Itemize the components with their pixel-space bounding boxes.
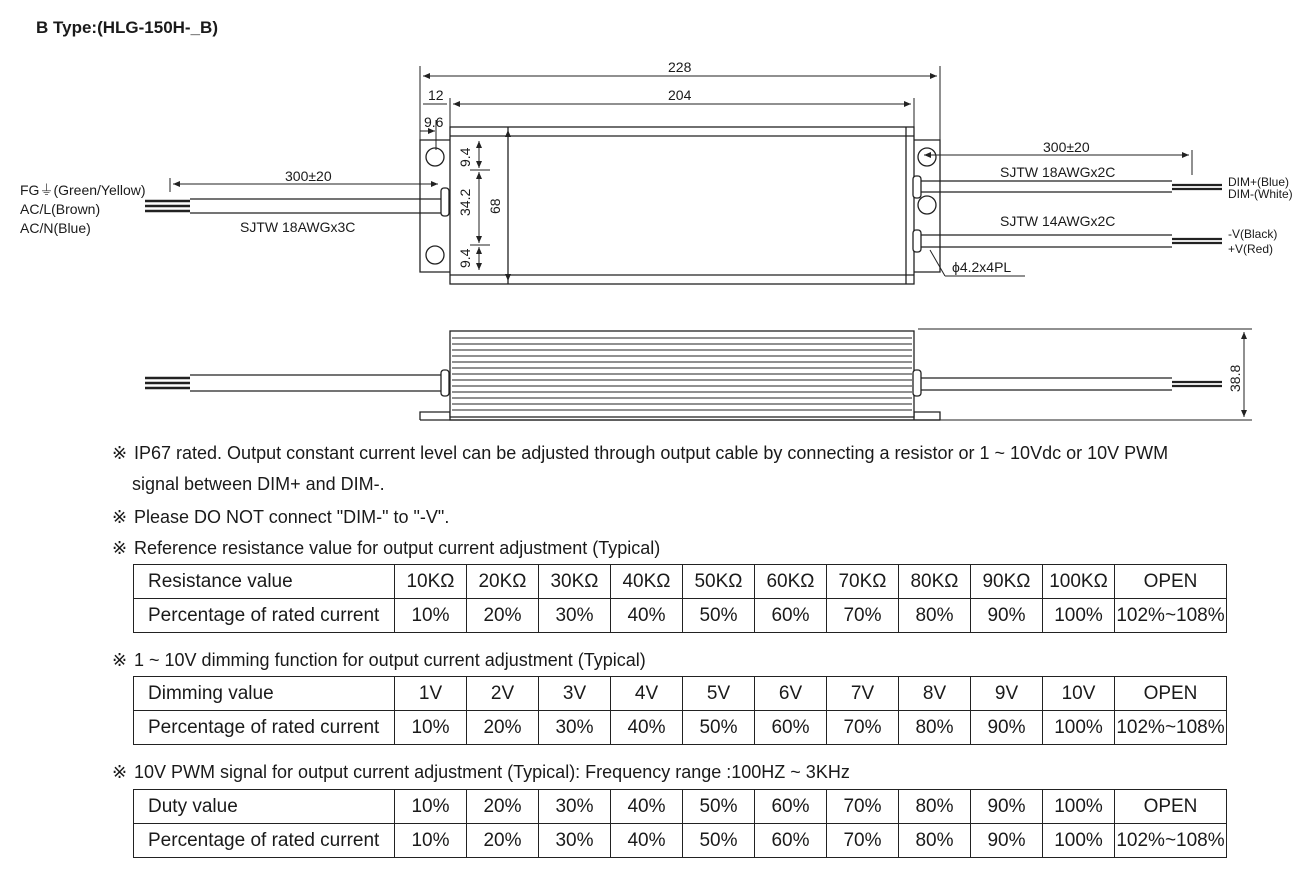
table-cell: OPEN	[1115, 677, 1227, 711]
dim-plus-label: DIM+(Blue)	[1228, 175, 1290, 189]
dim-width: 68	[487, 198, 503, 214]
output-cable-label: SJTW 14AWGx2C	[1000, 213, 1116, 229]
note-dimming-text: 1 ~ 10V dimming function for output current adjustment (Typical)	[134, 650, 646, 670]
wire-labels	[1228, 175, 1293, 256]
table-cell: 5V	[683, 677, 755, 711]
table-cell: 100%	[1043, 711, 1115, 745]
table-cell: 100KΩ	[1043, 565, 1115, 599]
table-cell: 3V	[539, 677, 611, 711]
table-cell: 60%	[755, 599, 827, 633]
note-mark: ※	[112, 443, 128, 463]
table-cell: 40%	[611, 824, 683, 858]
table-cell: 10KΩ	[395, 565, 467, 599]
mount-slot	[426, 246, 444, 264]
table-cell: 100%	[1043, 599, 1115, 633]
table-cell: 20%	[467, 711, 539, 745]
input-cable	[145, 199, 441, 213]
pwm-table	[133, 789, 1227, 858]
table-cell: 80%	[899, 599, 971, 633]
table-cell: 90KΩ	[971, 565, 1043, 599]
dim-cable-label: SJTW 18AWGx2C	[1000, 164, 1116, 180]
dim-mount-hole: ϕ4.2x4PL	[952, 259, 1012, 275]
resistance-table	[133, 564, 1227, 633]
input-label-fg: FG⏚(Green/Yellow)	[20, 182, 146, 198]
table-cell-label: Percentage of rated current	[134, 824, 395, 858]
table-row	[134, 790, 1227, 824]
table-cell: 9V	[971, 677, 1043, 711]
dim-hole-spacing-bottom: 9.4	[457, 248, 473, 268]
table-cell: 30%	[539, 790, 611, 824]
table-row	[134, 711, 1227, 745]
table-cell: 10%	[395, 824, 467, 858]
table-cell: 7V	[827, 677, 899, 711]
mount-slot	[918, 196, 936, 214]
table-cell: 70%	[827, 599, 899, 633]
note-caution	[112, 502, 449, 532]
note-resistance	[112, 533, 660, 563]
note-dimming	[112, 645, 646, 675]
dim-flange: 12	[428, 87, 444, 103]
table-cell: 80%	[899, 711, 971, 745]
table-cell: 60%	[755, 790, 827, 824]
table-cell: 90%	[971, 790, 1043, 824]
table-cell: 20%	[467, 599, 539, 633]
side-view	[145, 329, 1252, 420]
table-cell: 20%	[467, 790, 539, 824]
note-pwm	[112, 757, 850, 787]
table-cell: 70KΩ	[827, 565, 899, 599]
dim-minus-label: DIM-(White)	[1228, 187, 1293, 201]
note-pwm-text: 10V PWM signal for output current adjustment (Typical): Frequency range :100HZ ~ 3KHz	[134, 762, 850, 782]
table-cell: 102%~108%	[1115, 824, 1227, 858]
table-row	[134, 677, 1227, 711]
table-cell: 20%	[467, 824, 539, 858]
mount-slot	[918, 148, 936, 166]
table-cell: 60KΩ	[755, 565, 827, 599]
table-cell: 90%	[971, 824, 1043, 858]
table-cell: 60%	[755, 711, 827, 745]
page-title: B Type:(HLG-150H-_B)	[36, 18, 218, 37]
table-cell: 10%	[395, 790, 467, 824]
dimming-table	[133, 676, 1227, 745]
table-cell: 10%	[395, 599, 467, 633]
note-mark: ※	[112, 507, 128, 527]
table-cell: 100%	[1043, 790, 1115, 824]
vminus-label: -V(Black)	[1228, 227, 1278, 241]
input-cable-label: SJTW 18AWGx3C	[240, 219, 356, 235]
housing-body	[450, 127, 914, 284]
vplus-label: +V(Red)	[1228, 242, 1274, 256]
table-cell: 1V	[395, 677, 467, 711]
table-cell: 70%	[827, 790, 899, 824]
table-cell: 40%	[611, 790, 683, 824]
dim-body-length: 204	[668, 87, 692, 103]
table-cell: 20KΩ	[467, 565, 539, 599]
table-cell-label: Duty value	[134, 790, 395, 824]
dim-overall-length: 228	[668, 59, 692, 75]
input-label-acl: AC/L(Brown)	[20, 201, 101, 217]
table-cell: 70%	[827, 824, 899, 858]
note-mark: ※	[112, 650, 128, 670]
table-cell-label: Dimming value	[134, 677, 395, 711]
table-cell: 30%	[539, 599, 611, 633]
cable-gland	[913, 230, 921, 252]
table-cell: 102%~108%	[1115, 599, 1227, 633]
dim-hole-spacing-top: 9.4	[457, 147, 473, 167]
dim-height: 38.8	[1227, 364, 1243, 392]
table-cell: 40%	[611, 599, 683, 633]
table-cell: 30%	[539, 824, 611, 858]
table-cell-label: Percentage of rated current	[134, 599, 395, 633]
table-cell: 80%	[899, 790, 971, 824]
table-cell: 100%	[1043, 824, 1115, 858]
table-row	[134, 824, 1227, 858]
table-row	[134, 565, 1227, 599]
table-cell: 50%	[683, 599, 755, 633]
table-cell: 90%	[971, 599, 1043, 633]
table-cell: 80KΩ	[899, 565, 971, 599]
table-cell: 102%~108%	[1115, 711, 1227, 745]
table-cell: 40KΩ	[611, 565, 683, 599]
note-caution-text: Please DO NOT connect "DIM-" to "-V".	[134, 507, 450, 527]
table-cell-label: Percentage of rated current	[134, 711, 395, 745]
table-cell: 30%	[539, 711, 611, 745]
cable-gland	[441, 188, 449, 216]
table-cell: 70%	[827, 711, 899, 745]
note-resistance-text: Reference resistance value for output current adjustment (Typical)	[134, 538, 661, 558]
table-cell: 8V	[899, 677, 971, 711]
input-label-acn: AC/N(Blue)	[20, 220, 91, 236]
note-ip67-line1: IP67 rated. Output constant current level can be adjusted through output cable by connecting a resistor or 1 ~ 10Vdc or 10V PWM	[134, 443, 1169, 463]
table-cell: OPEN	[1115, 790, 1227, 824]
table-cell: 6V	[755, 677, 827, 711]
table-cell: 90%	[971, 711, 1043, 745]
table-cell-label: Resistance value	[134, 565, 395, 599]
dim-hole-offset: 9.6	[424, 114, 444, 130]
table-cell: 50%	[683, 824, 755, 858]
note-mark: ※	[112, 538, 128, 558]
table-cell: 50%	[683, 790, 755, 824]
table-cell: 10V	[1043, 677, 1115, 711]
table-cell: 30KΩ	[539, 565, 611, 599]
table-cell: OPEN	[1115, 565, 1227, 599]
table-cell: 10%	[395, 711, 467, 745]
cable-gland	[913, 176, 921, 198]
mount-slot	[426, 148, 444, 166]
table-cell: 50KΩ	[683, 565, 755, 599]
table-cell: 80%	[899, 824, 971, 858]
table-cell: 40%	[611, 711, 683, 745]
note-ip67-line2: signal between DIM+ and DIM-.	[132, 474, 385, 494]
dim-input-cable-length: 300±20	[285, 168, 332, 184]
table-cell: 4V	[611, 677, 683, 711]
table-cell: 2V	[467, 677, 539, 711]
table-cell: 50%	[683, 711, 755, 745]
note-mark: ※	[112, 762, 128, 782]
dim-output-cable-length: 300±20	[1043, 139, 1090, 155]
note-ip67	[112, 438, 1168, 468]
dim-hole-spacing-mid: 34.2	[457, 188, 473, 216]
table-row	[134, 599, 1227, 633]
table-cell: 60%	[755, 824, 827, 858]
